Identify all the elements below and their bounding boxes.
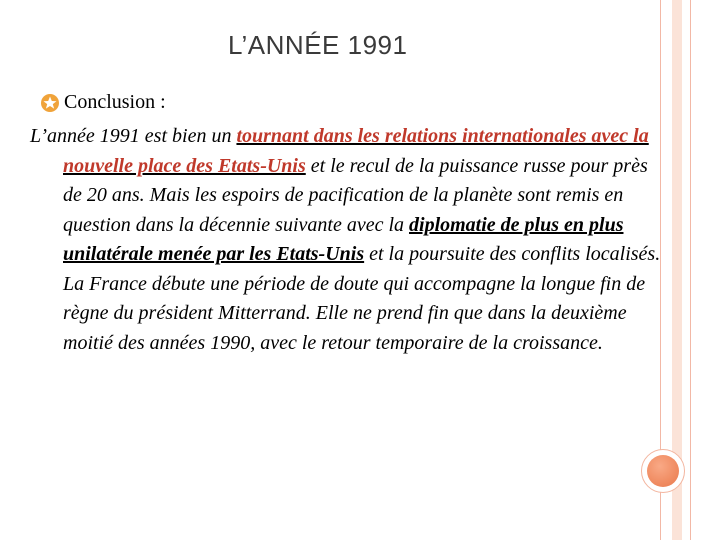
star-bullet-icon — [40, 93, 60, 113]
decorative-rail-line-right — [690, 0, 691, 540]
section-label: Conclusion : — [64, 91, 166, 113]
paragraph-text-2: et le recul de la puissance russe pour près de 20 ans. Mais les espoirs de pacification de la planète sont remis en question dans la décennie suivante avec la — [63, 154, 648, 236]
slide-title: L’ANNÉE 1991 — [228, 30, 408, 60]
paragraph-text-3: et la poursuite des conflits localisés. La France débute une période de doute qui accompagne la longue fin de règne du président Mitterrand. Elle ne prend fin que dans la deuxième moitié des années 1990, avec le retour temporaire de la croissance. — [63, 243, 661, 354]
section-bullet — [40, 91, 166, 114]
orange-circle-ornament-icon — [641, 449, 685, 493]
paragraph-text-1: L’année 1991 est bien un — [30, 125, 237, 147]
highlight-unilateral-diplomacy: diplomatie de plus en plus unilatérale menée par les Etats-Unis — [63, 213, 624, 265]
conclusion-paragraph — [30, 122, 663, 358]
highlight-international-relations: tournant dans les relations internationales avec la nouvelle place des Etats-Unis — [63, 125, 649, 177]
